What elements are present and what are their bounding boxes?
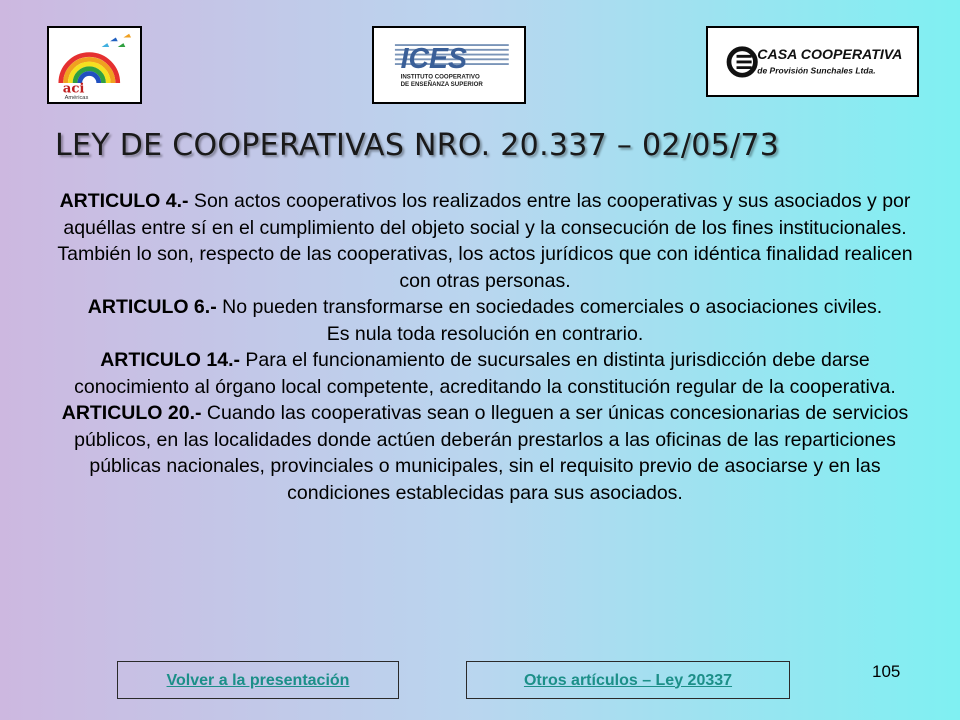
casa-cooperativa-emblem-icon	[708, 28, 917, 95]
article-14-heading: ARTICULO 14.-	[100, 349, 240, 371]
volver-presentacion-button[interactable]: Volver a la presentación	[117, 661, 399, 699]
page-number: 105	[872, 662, 901, 681]
casa-cooperativa-logo	[706, 26, 919, 97]
article-14-text: Para el funcionamiento de sucursales en distinta jurisdicción debe darse conocimiento al órgano local competente, acreditando la constitución regular de la cooperativa.	[74, 349, 896, 398]
otros-articulos-button[interactable]: Otros artículos – Ley 20337	[466, 661, 790, 699]
svg-text:INSTITUTO COOPERATIVO: INSTITUTO COOPERATIVO	[400, 73, 480, 81]
articles-body	[55, 188, 915, 506]
article-6-text-2: Es nula toda resolución en contrario.	[326, 322, 644, 345]
svg-text:de Provisión Sunchales Ltda.: de Provisión Sunchales Ltda.	[757, 65, 876, 76]
article-6	[55, 294, 915, 321]
svg-text:Américas: Américas	[64, 95, 89, 102]
svg-text:CASA COOPERATIVA: CASA COOPERATIVA	[757, 46, 903, 63]
article-20	[55, 400, 915, 506]
article-4	[55, 188, 915, 241]
article-20-heading: ARTICULO 20.-	[61, 402, 202, 424]
article-14	[55, 347, 915, 400]
article-6-heading: ARTICULO 6.-	[87, 296, 217, 318]
article-4-text-2: También lo son, respecto de las cooperativas, los actos jurídicos que con idéntica finalidad realicen con otras personas.	[57, 243, 913, 292]
aci-rainbow-icon	[49, 28, 140, 102]
article-20-text: Cuando las cooperativas sean o lleguen a ser únicas concesionarias de servicios públicos, en las localidades donde actúen deberán prestarlos a las oficinas de las reparticiones públicas nacionales, provinciales o municipales, sin el requisito previo de asociarse y en las condiciones establecidas para sus asociados.	[74, 402, 909, 504]
aci-americas-logo	[47, 26, 142, 104]
svg-text:DE ENSEÑANZA SUPERIOR: DE ENSEÑANZA SUPERIOR	[400, 80, 483, 88]
article-4-text: Son actos cooperativos los realizados entre las cooperativas y sus asociados y por aquéllas entre sí en el cumplimiento del objeto social y la consecución de los fines institucionales.	[63, 190, 911, 239]
page-title: LEY DE COOPERATIVAS NRO. 20.337 – 02/05/73	[55, 128, 780, 163]
article-6-text: No pueden transformarse en sociedades comerciales o asociaciones civiles.	[216, 296, 883, 318]
ices-wordmark-icon	[374, 28, 524, 102]
svg-text:aci: aci	[62, 81, 85, 97]
ices-logo	[372, 26, 526, 104]
svg-text:ICES: ICES	[400, 42, 468, 75]
article-4-heading: ARTICULO 4.-	[59, 190, 189, 212]
